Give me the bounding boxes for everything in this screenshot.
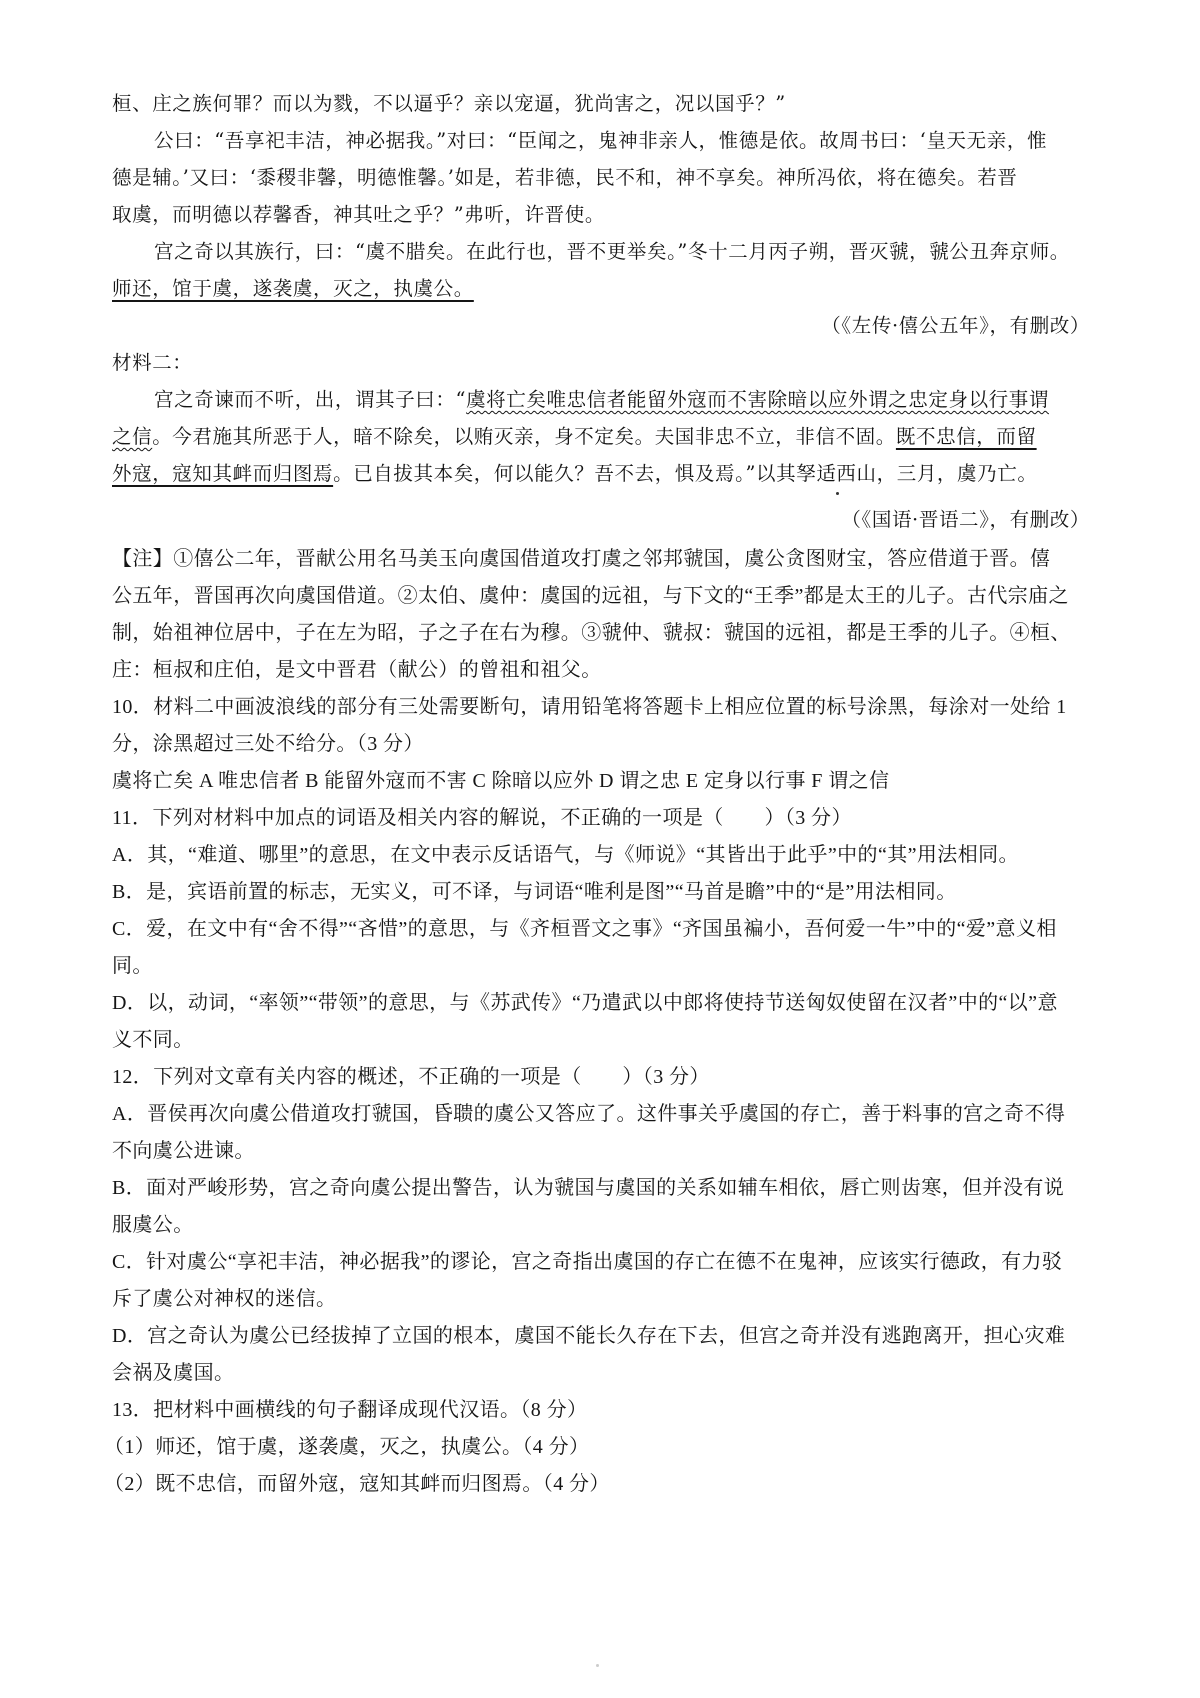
plain-text: 。已自拔其本矣，何以能久？吾不去，惧及焉。”以其孥适西山，三月，虞乃亡。 bbox=[333, 462, 1038, 485]
underlined-sentence: 既不忠信，而留 bbox=[895, 425, 1037, 448]
sub-question-1: （1）师还，馆于虞，遂袭虞，灭之，执虞公。（4 分） bbox=[104, 1436, 590, 1458]
option-c: C．针对虞公“享祀丰洁，神必据我”的谬论，宫之奇指出虞国的存亡在德不在鬼神，应该实行德政，有力驳 bbox=[112, 1251, 1063, 1273]
footer-mark bbox=[596, 1664, 599, 1667]
emphasis-dot bbox=[836, 492, 839, 495]
option-b: B．面对严峻形势，宫之奇向虞公提出警告，认为虢国与虞国的关系如辅车相依，唇亡则齿寒，但并没有说 bbox=[112, 1177, 1065, 1199]
wavy-underlined-text: 虞将亡矣唯忠信者能留外寇而不害除暗以应外谓之忠定身以行事谓 bbox=[466, 388, 1049, 411]
text-line bbox=[154, 386, 1102, 414]
question-11-stem: 11．下列对材料中加点的词语及相关内容的解说，不正确的一项是（ ）（3 分） bbox=[112, 807, 852, 829]
question-10-options: 虞将亡矣 A 唯忠信者 B 能留外寇而不害 C 除暗以应外 D 谓之忠 E 定身以行事 F 谓之信 bbox=[112, 770, 890, 792]
underlined-sentence: 外寇，寇知其衅而归图焉 bbox=[112, 462, 334, 485]
option-a: A．其，“难道、哪里”的意思，在文中表示反话语气，与《师说》“其皆出于此乎”中的“其”用法相同。 bbox=[112, 844, 1019, 866]
option-c: 同。 bbox=[112, 955, 153, 977]
option-c: 斥了虞公对神权的迷信。 bbox=[112, 1288, 337, 1310]
text-line bbox=[112, 423, 1102, 451]
source-citation: （《左传·僖公五年》，有删改） bbox=[821, 314, 1090, 337]
text-line bbox=[112, 275, 1102, 303]
question-12-stem: 12．下列对文章有关内容的概述，不正确的一项是（ ）（3 分） bbox=[112, 1066, 710, 1088]
source-citation: （《国语·晋语二》，有删改） bbox=[841, 508, 1090, 531]
plain-text: 。今君施其所恶于人，暗不除矣，以贿灭亲，身不定矣。夫国非忠不立，非信不固。 bbox=[152, 425, 896, 448]
question-10-stem: 10．材料二中画波浪线的部分有三处需要断句，请用铅笔将答题卡上相应位置的标号涂黑，每涂对一处给 1 bbox=[112, 696, 1067, 718]
option-b: B．是，宾语前置的标志，无实义，可不译，与词语“唯利是图”“马首是瞻”中的“是”用法相同。 bbox=[112, 881, 957, 903]
section-heading: 材料二： bbox=[112, 351, 193, 374]
note-line: 公五年，晋国再次向虞国借道。②太伯、虞仲：虞国的远祖，与下文的“王季”都是太王的儿子。古代宗庙之 bbox=[112, 585, 1069, 607]
plain-text: 宫之奇谏而不听，出，谓其子曰：“ bbox=[154, 388, 467, 411]
option-c: C．爱，在文中有“舍不得”“吝惜”的意思，与《齐桓晋文之事》“齐国虽褊小，吾何爱一牛”中的“爱”意义相 bbox=[112, 918, 1057, 940]
question-10-stem: 分，涂黑超过三处不给分。（3 分） bbox=[112, 733, 424, 755]
text-line: 桓、庄之族何罪？而以为戮，不以逼乎？亲以宠逼，犹尚害之，况以国乎？” bbox=[112, 92, 786, 115]
underlined-sentence: 师还，馆于虞，遂袭虞，灭之，执虞公。 bbox=[112, 277, 474, 300]
text-line bbox=[112, 460, 1102, 488]
option-d: 会祸及虞国。 bbox=[112, 1362, 235, 1384]
note-line: 庄：桓叔和庄伯，是文中晋君（献公）的曾祖和祖父。 bbox=[112, 659, 602, 681]
wavy-underlined-text: 之信 bbox=[112, 425, 153, 448]
sub-question-2: （2）既不忠信，而留外寇，寇知其衅而归图焉。（4 分） bbox=[104, 1473, 610, 1495]
option-b: 服虞公。 bbox=[112, 1214, 194, 1236]
option-a: 不向虞公进谏。 bbox=[112, 1140, 255, 1162]
text-line: 宫之奇以其族行，曰：“虞不腊矣。在此行也，晋不更举矣。”冬十二月丙子朔，晋灭虢，虢公丑奔京师。 bbox=[154, 240, 1070, 263]
option-d: 义不同。 bbox=[112, 1029, 194, 1051]
question-13-stem: 13．把材料中画横线的句子翻译成现代汉语。（8 分） bbox=[112, 1399, 588, 1421]
option-a: A．晋侯再次向虞公借道攻打虢国，昏聩的虞公又答应了。这件事关乎虞国的存亡，善于料事的宫之奇不得 bbox=[112, 1103, 1066, 1125]
text-line: 德是辅。’又曰：‘黍稷非馨，明德惟馨。’如是，若非德，民不和，神不享矣。神所冯依，将在德矣。若晋 bbox=[112, 166, 1018, 189]
option-d: D．宫之奇认为虞公已经拔掉了立国的根本，虞国不能长久存在下去，但宫之奇并没有逃跑离开，担心灾难 bbox=[112, 1325, 1066, 1347]
note-line: 制，始祖神位居中，子在左为昭，子之子在右为穆。③虢仲、虢叔：虢国的远祖，都是王季的儿子。④桓、 bbox=[112, 622, 1071, 644]
option-d: D．以，动词，“率领”“带领”的意思，与《苏武传》“乃遣武以中郎将使持节送匈奴使留在汉者”中的“以”意 bbox=[112, 992, 1058, 1014]
text-line: 取虞，而明德以荐馨香，神其吐之乎？”弗听，许晋使。 bbox=[112, 203, 605, 226]
note-line: 【注】①僖公二年，晋献公用名马美玉向虞国借道攻打虞之邻邦虢国，虞公贪图财宝，答应借道于晋。僖 bbox=[112, 548, 1051, 570]
text-line: 公曰：“吾享祀丰洁，神必据我。”对曰：“臣闻之，鬼神非亲人，惟德是依。故周书曰：‘皇天无亲，惟 bbox=[154, 129, 1048, 152]
